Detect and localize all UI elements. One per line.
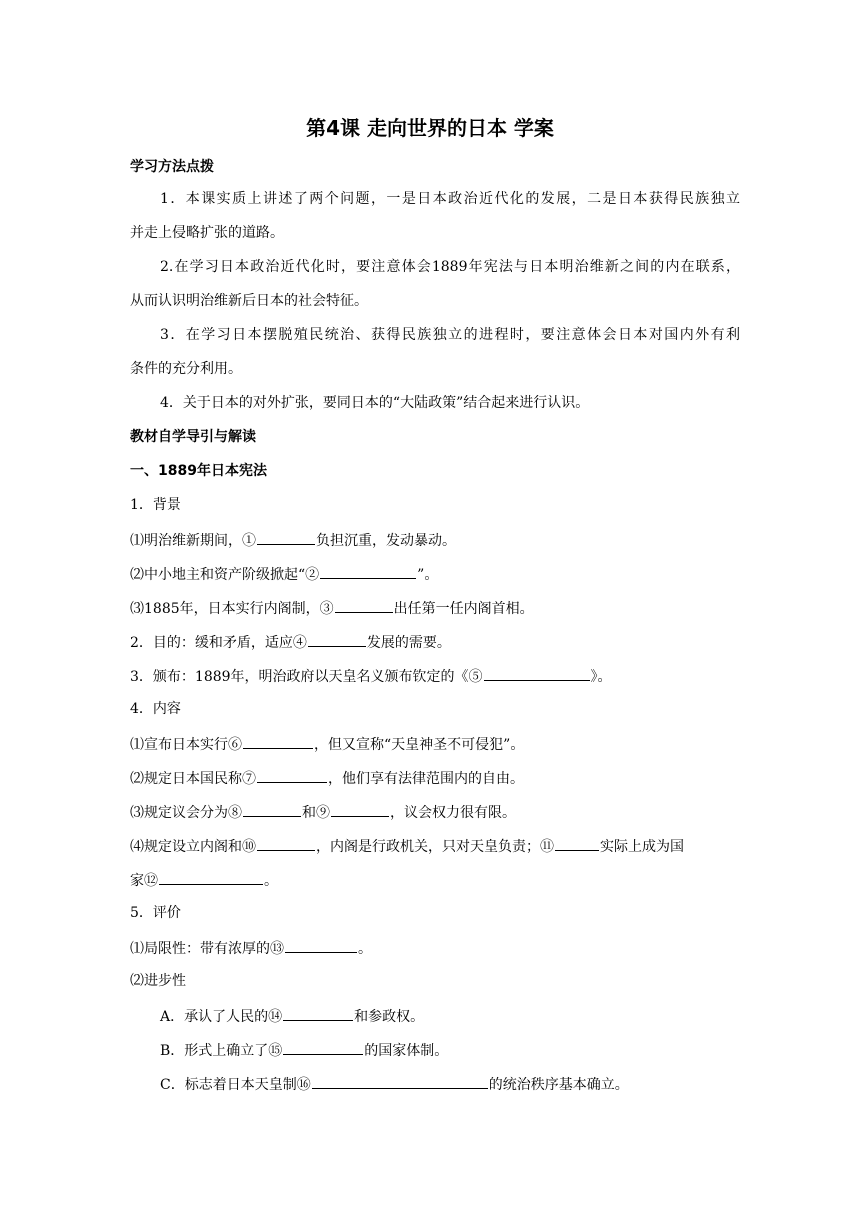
section-heading-guide: 教材自学导引与解读 <box>130 429 256 445</box>
fill-blank-14[interactable] <box>283 1005 353 1021</box>
c-text-post: 的统治秩序基本确立。 <box>488 1077 629 1093</box>
c4-text-pre: ⑷规定设立内阁和⑩ <box>130 839 256 855</box>
q1-text-pre: ⑴明治维新期间，① <box>130 533 256 549</box>
method-item-4: 4．关于日本的对外扩张，要同日本的“大陆政策”结合起来进行认识。 <box>160 395 590 411</box>
progress-a <box>160 1005 770 1027</box>
c4-line2-text-pre: 家⑫ <box>130 873 158 889</box>
c3-text-mid: 和⑨ <box>302 805 330 821</box>
c2-text-pre: ⑵规定日本国民称⑦ <box>130 771 256 787</box>
progress-b <box>160 1039 770 1061</box>
c4-line2-text-post: 。 <box>264 873 278 889</box>
method-item-3-line1: 3．在学习日本摆脱殖民统治、获得民族独立的进程时，要注意体会日本对国内外有利 <box>160 327 740 343</box>
section-heading-method: 学习方法点拨 <box>130 159 214 175</box>
promulgation-line <box>130 665 740 687</box>
evaluation-limit <box>130 937 740 959</box>
q2-text-pre: ⑵中小地主和资产阶级掀起“② <box>130 567 320 583</box>
background-q2 <box>130 563 740 585</box>
fill-blank-15[interactable] <box>283 1039 363 1055</box>
q2-text-post: ”。 <box>417 567 439 583</box>
fill-blank-10[interactable] <box>257 835 315 851</box>
method-item-1-line1: 1．本课实质上讲述了两个问题，一是日本政治近代化的发展，二是日本获得民族独立 <box>160 191 740 207</box>
fill-blank-12[interactable] <box>159 869 263 885</box>
content-c4 <box>130 835 740 857</box>
q3-text-pre: ⑶1885年，日本实行内阁制，③ <box>130 601 334 617</box>
promulgation-text-post: 》。 <box>590 669 612 685</box>
background-q1 <box>130 529 740 551</box>
method-item-2-line2: 从而认识明治维新后日本的社会特征。 <box>130 293 368 309</box>
fill-blank-3[interactable] <box>335 597 393 613</box>
c3-text-post: ，议会权力很有限。 <box>390 805 516 821</box>
limit-text-post: 。 <box>358 941 372 957</box>
evaluation-progress-label: ⑵进步性 <box>130 973 186 989</box>
limit-text-pre: ⑴局限性：带有浓厚的⑬ <box>130 941 284 957</box>
method-item-2-line1: 2.在学习日本政治近代化时，要注意体会1889年宪法与日本明治维新之间的内在联系， <box>160 259 740 275</box>
promulgation-text-pre: 3．颁布：1889年，明治政府以天皇名义颁布钦定的《⑤ <box>130 669 483 685</box>
purpose-text-pre: 2．目的：缓和矛盾，适应④ <box>130 635 307 651</box>
purpose-line <box>130 631 740 653</box>
fill-blank-11[interactable] <box>555 835 599 851</box>
content-c4-line2 <box>130 869 740 891</box>
background-label: 1．背景 <box>130 497 181 513</box>
fill-blank-1[interactable] <box>257 529 315 545</box>
fill-blank-13[interactable] <box>285 937 357 953</box>
c4-text-post: 实际上成为国 <box>600 839 684 855</box>
progress-c <box>160 1073 770 1095</box>
method-item-1-line2: 并走上侵略扩张的道路。 <box>130 225 284 241</box>
fill-blank-7[interactable] <box>257 767 327 783</box>
background-q3 <box>130 597 740 619</box>
fill-blank-8[interactable] <box>243 801 301 817</box>
fill-blank-6[interactable] <box>243 733 313 749</box>
fill-blank-9[interactable] <box>331 801 389 817</box>
page-title: 第4课 走向世界的日本 学案 <box>306 116 554 140</box>
a-text-pre: A．承认了人民的⑭ <box>160 1009 283 1025</box>
c1-text-post: ，但又宣称“天皇神圣不可侵犯”。 <box>314 737 525 753</box>
purpose-text-post: 发展的需要。 <box>366 635 451 651</box>
c-text-pre: C．标志着日本天皇制⑯ <box>160 1077 311 1093</box>
a-text-post: 和参政权。 <box>354 1009 425 1025</box>
c4-text-mid: ，内阁是行政机关，只对天皇负责；⑪ <box>316 839 554 855</box>
b-text-pre: B．形式上确立了⑮ <box>160 1043 283 1059</box>
c3-text-pre: ⑶规定议会分为⑧ <box>130 805 242 821</box>
fill-blank-5[interactable] <box>484 665 590 681</box>
content-c2 <box>130 767 740 789</box>
fill-blank-4[interactable] <box>308 631 366 647</box>
content-label: 4．内容 <box>130 701 181 717</box>
q3-text-post: 出任第一任内阁首相。 <box>393 601 534 617</box>
fill-blank-2[interactable] <box>320 563 416 579</box>
q1-text-post: 负担沉重，发动暴动。 <box>316 533 456 549</box>
c2-text-post: ，他们享有法律范围内的自由。 <box>328 771 524 787</box>
evaluation-label: 5．评价 <box>130 905 181 921</box>
fill-blank-16[interactable] <box>312 1073 488 1089</box>
subsection-heading: 一、1889年日本宪法 <box>130 463 267 479</box>
b-text-post: 的国家体制。 <box>364 1043 449 1059</box>
content-c1 <box>130 733 740 755</box>
content-c3 <box>130 801 740 823</box>
method-item-3-line2: 条件的充分利用。 <box>130 361 242 377</box>
c1-text-pre: ⑴宣布日本实行⑥ <box>130 737 242 753</box>
